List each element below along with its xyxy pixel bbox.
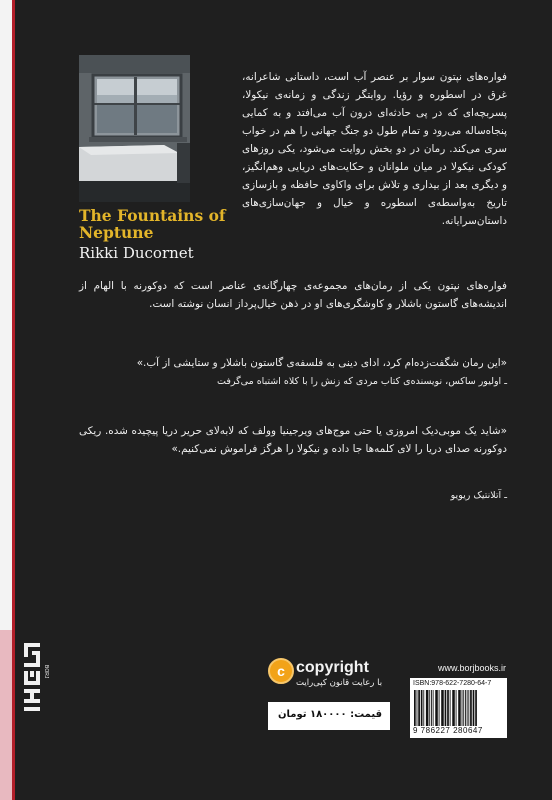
review-quote: «این رمان شگفت‌زده‌ام کرد، ادای دینی به فلسفه‌ی گاستون باشلار و ستایشی از آب.» bbox=[136, 357, 507, 369]
review-quote: «شاید یک موبی‌دیک امروزی یا حتی موج‌های ویرجینیا وولف که لابه‌لای حریر دریا پیچیده شده. ریکی دوکورنه صدای دریا را لای کلمه‌ها جا داده و نیکولا را هرگز فراموش نمی‌کنیم.» bbox=[79, 425, 507, 455]
copyright-badge bbox=[268, 658, 388, 688]
publisher-logo-icon bbox=[24, 643, 48, 711]
barcode bbox=[410, 678, 507, 738]
price-label: قیمت: ۱۸۰۰۰۰ تومان bbox=[277, 709, 382, 720]
copyright-word: copyright bbox=[296, 659, 369, 676]
publisher-logo-text: BORJ bbox=[43, 665, 49, 679]
price-box bbox=[268, 702, 390, 730]
description-paragraph: فواره‌های نپتون یکی از رمان‌های مجموعه‌ی چهارگانه‌ی عناصر است که دوکورنه با الهام از اندیشه‌های گاستون باشلار و کاوشگری‌های او در ذهن خیال‌پرداز انسان نوشته است. bbox=[79, 280, 507, 310]
barcode-bars bbox=[413, 690, 504, 726]
book-title: The Fountains of Neptune bbox=[79, 206, 226, 242]
spine-accent bbox=[0, 630, 12, 800]
cover-image bbox=[79, 55, 190, 202]
review-attribution: ـ اولیور ساکس، نویسنده‌ی کتاب مردی که زنش را با کلاه اشتباه می‌گرفت bbox=[217, 376, 507, 387]
review-attribution: ـ آتلانتیک ریویو bbox=[450, 490, 507, 501]
publisher-website: www.borjbooks.ir bbox=[437, 663, 506, 673]
description-intro: فواره‌های نپتون سوار بر عنصر آب است، داستانی شاعرانه، غرق در اسطوره و رؤیا. روایتگر زندگی و زمانه‌ی نیکولا، پسربچه‌ای که در پی حادثه‌ای درون آب می‌افتد و به کمایی پنجاه‌ساله می‌رود و تمام طول دو جنگ جهانی را هم در خواب سری می‌کند. رمان در دو بخش روایت می‌شود، یکی روزهای کودکی نیکولا در میان ملوانان و حکایت‌های دریایی وهم‌انگیز، و دیگری بعد از بیداری و تلاش برای واکاوی حافظه و بازسازی تاریخ به‌واسطه‌ی اسطوره و خیال و جهان‌سازی‌های داستان‌سرایانه. bbox=[242, 71, 507, 227]
copyright-icon: c bbox=[268, 658, 294, 684]
spine-line bbox=[12, 0, 15, 800]
book-author: Rikki Ducornet bbox=[79, 244, 194, 262]
copyright-subtitle: با رعایت قانون کپی‌رایت bbox=[296, 678, 383, 688]
barcode-number: 9 786227 280647 bbox=[413, 726, 483, 735]
isbn-label: ISBN:978-622-7280-64-7 bbox=[413, 680, 492, 687]
